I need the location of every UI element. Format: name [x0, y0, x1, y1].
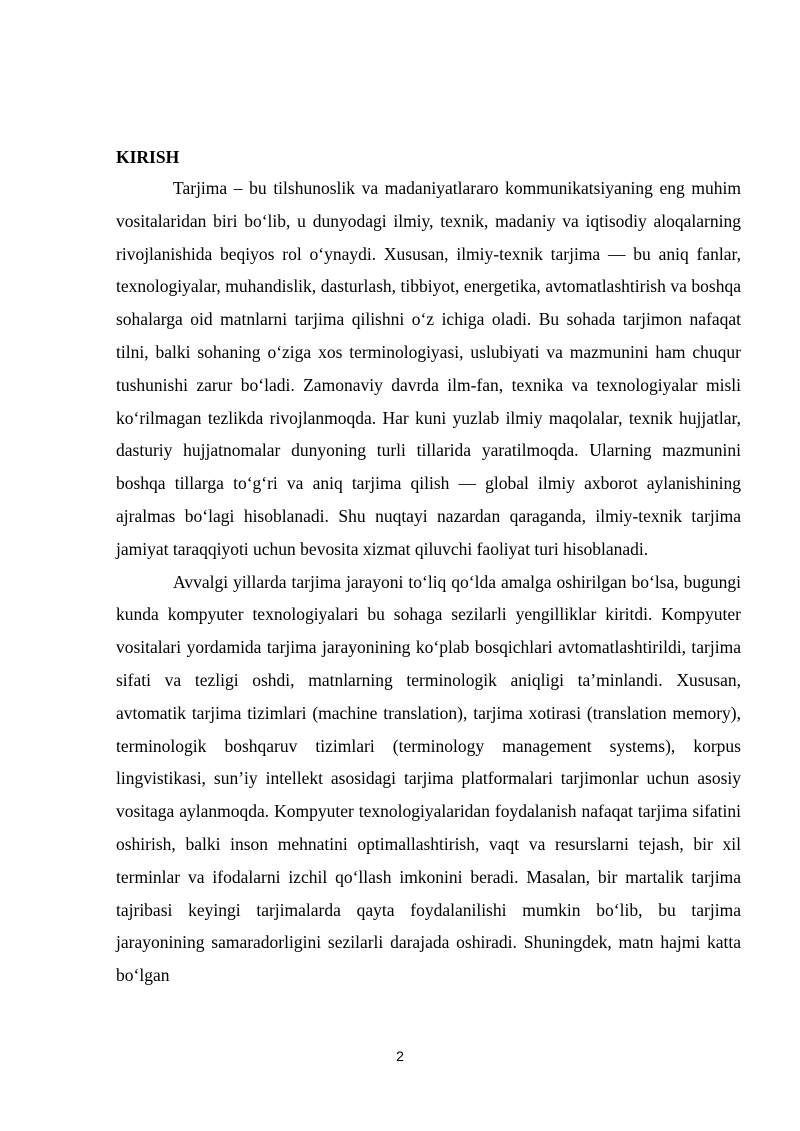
paragraph: Tarjima – bu tilshunoslik va madaniyatlararo kommunikatsiyaning eng muhim vositalaridan biri bo‘lib, u dunyodagi ilmiy, texnik, madaniy va iqtisodiy aloqalarning rivojlanishida beqiyos rol o‘ynaydi. Xususan, ilmiy-texnik tarjima — bu aniq fanlar, texnologiyalar, muhandislik, dasturlash, tibbiyot, energetika, avtomatlashtirish va boshqa sohalarga oid matnlarni tarjima qilishni o‘z ichiga oladi. Bu sohada tarjimon nafaqat tilni, balki sohaning o‘ziga xos terminologiyasi, uslubiyati va mazmunini ham chuqur tushunishi zarur bo‘ladi. Zamonaviy davrda ilm-fan, texnika va texnologiyalar misli ko‘rilmagan tezlikda rivojlanmoqda. Har kuni yuzlab ilmiy maqolalar, texnik hujjatlar, dasturiy hujjatnomalar dunyoning turli tillarida yaratilmoqda. Ularning mazmunini boshqa tillarga to‘g‘ri va aniq tarjima qilish — global ilmiy axborot aylanishining ajralmas bo‘lagi hisoblanadi. Shu nuqtayi nazardan qaraganda, ilmiy-texnik tarjima jamiyat taraqqiyoti uchun bevosita xizmat qiluvchi faoliyat turi hisoblanadi. — [116, 178, 741, 559]
page-content — [116, 144, 741, 992]
section-heading: KIRISH — [116, 147, 180, 167]
page-number: 2 — [396, 1048, 404, 1064]
paragraph: Avvalgi yillarda tarjima jarayoni to‘liq qo‘lda amalga oshirilgan bo‘lsa, bugungi kunda kompyuter texnologiyalari bu sohaga sezilarli yengilliklar kiritdi. Kompyuter vositalari yordamida tarjima jarayonining ko‘plab bosqichlari avtomatlashtirildi, tarjima sifati va tezligi oshdi, matnlarning terminologik aniqligi ta’minlandi. Xususan, avtomatik tarjima tizimlari (machine translation), tarjima xotirasi (translation memory), terminologik boshqaruv tizimlari (terminology management systems), korpus lingvistikasi, sun’iy intellekt asosidagi tarjima platformalari tarjimonlar uchun asosiy vositaga aylanmoqda. Kompyuter texnologiyalaridan foydalanish nafaqat tarjima sifatini oshirish, balki inson mehnatini optimallashtirish, vaqt va resurslarni tejash, bir xil terminlar va ifodalarni izchil qo‘llash imkonini beradi. Masalan, bir martalik tarjima tajribasi keyingi tarjimalarda qayta foydalanilishi mumkin bo‘lib, bu tarjima jarayonining samaradorligini sezilarli darajada oshiradi. Shuningdek, matn hajmi katta bo‘lgan — [116, 571, 741, 986]
